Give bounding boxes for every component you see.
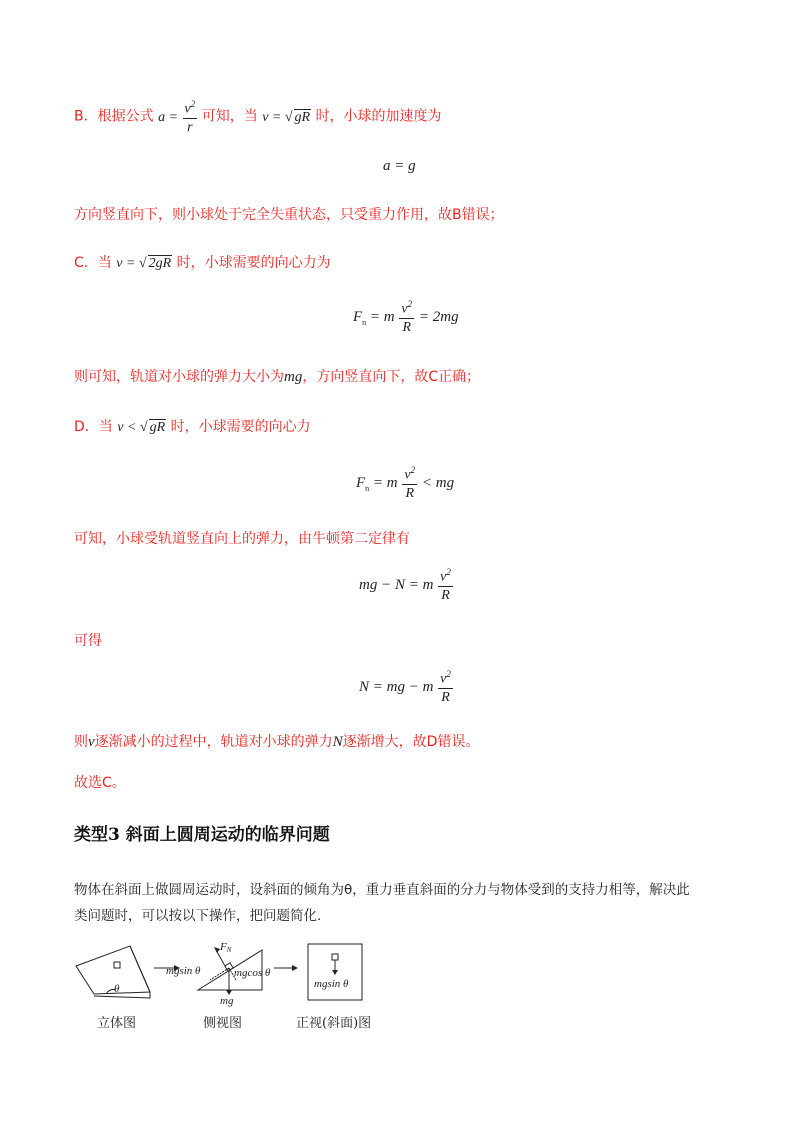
block-front [332,954,338,960]
formula-num: v [184,101,191,117]
option-d-line [74,416,311,436]
option-c-line2-b: ，方向竖直向下，故C正确； [302,369,481,385]
equation-newton [359,568,454,603]
caption-3d: 立体图 [97,1016,137,1031]
mgcos-label: mgcos θ [234,967,271,979]
eq-d2-den: R [441,587,450,603]
option-c-prefix: C．当 [74,255,112,271]
eq-c-num: v [401,301,408,317]
eq-d2-left: mg − N = m [359,576,434,593]
condition-b-v: v = [262,109,282,125]
condition-b-radicand: gR [294,109,311,125]
arrow-right-2 [274,965,298,971]
fn-label-sub: N [226,946,232,954]
option-d-line3: 可得 [74,633,102,649]
section-heading: 类型3 斜面上圆周运动的临界问题 [74,825,330,845]
condition-c-v: v = [116,256,136,271]
fn-label-f: F [220,941,227,953]
figure-side-view [166,941,271,1007]
equation-fn-c [353,300,459,335]
formula-a-lhs: a = [158,109,179,125]
eq-d1-frac: $\frac{v^2}{R}$ [404,465,416,501]
theta-label-3d: θ [114,983,120,995]
fn-label [219,941,232,954]
equation-fn-d [356,466,454,501]
option-b-line2: 方向竖直向下，则小球处于完全失重状态，只受重力作用，故B错误； [74,207,504,223]
mgsin-front-label: mgsin θ [314,978,349,990]
eq-d1-sub: n [365,483,370,493]
option-b-prefix: B．根据公式 [74,108,154,125]
equation-n [359,670,454,705]
incline-diagram [70,940,370,1010]
option-d-v: v [88,734,95,750]
eq-d2-frac: $\frac{v^2}{R}$ [440,567,451,603]
block-3d [114,962,120,968]
condition-c-radicand: 2gR [148,256,172,271]
option-d-line4-a: 则 [74,734,88,750]
formula-a [158,99,202,135]
mgsin-label: mgsin θ [166,965,201,977]
eq-d1-f: F [356,474,366,491]
eq-d2-num: v [440,569,447,585]
eq-d1-right: < mg [421,474,455,491]
eq-d3-frac: $\frac{v^2}{R}$ [440,669,451,705]
eq-d1-num: v [404,467,411,483]
mg-label: mg [220,995,234,1007]
eq-c-sub: n [362,317,367,327]
option-b-line [74,100,442,135]
caption-front: 正视(斜面)图 [296,1016,372,1031]
option-c-mg: mg [284,369,303,385]
caption-side: 侧视图 [203,1016,243,1031]
option-b-mid: 可知，当 [201,108,258,125]
condition-c: v = √ 2gR [116,256,172,271]
option-d-line4-b: 逐渐减小的过程中，轨道对小球的弹力 [94,734,333,750]
option-d-line4 [74,731,479,751]
condition-b: v = √ gR [262,109,311,125]
formula-fraction: $\frac{v^2}{r}$ [184,99,196,135]
option-c-line2 [74,366,480,386]
section-para-line1: 物体在斜面上做圆周运动时，设斜面的倾角为θ，重力垂直斜面的分力与物体受到的支持力相等，解决此 [74,882,690,898]
option-c-suffix: 时，小球需要的向心力为 [176,255,331,271]
option-b-suffix: 时，小球的加速度为 [315,108,442,125]
option-c-line2-a: 则可知，轨道对小球的弹力大小为 [74,369,284,385]
condition-d: v < √ gR [117,420,166,435]
eq-d1-den: R [405,485,415,501]
option-d-line2: 可知，小球受轨道竖直向上的弹力，由牛顿第二定律有 [74,531,410,547]
eq-d3-left: N = mg − m [359,678,434,695]
eq-c-den: R [402,319,412,335]
formula-den: r [187,119,193,135]
section-para-line2: 类问题时，可以按以下操作，把问题简化. [74,908,322,924]
option-d-suffix: 时，小球需要的向心力 [170,419,311,435]
equation-a-eq-g: a = g [383,158,416,174]
answer-line: 故选C。 [74,775,126,791]
option-c-line [74,252,331,272]
eq-d3-num: v [440,671,447,687]
eq-c-frac: $\frac{v^2}{R}$ [401,299,413,335]
eq-c-f: F [353,308,363,325]
condition-d-radicand: gR [149,420,166,435]
condition-d-v: v < [117,420,137,435]
eq-d1-mid: = m [372,474,398,491]
option-d-prefix: D．当 [74,419,113,435]
eq-c-mid: = m [369,308,395,325]
figure-front-view [308,944,362,1000]
option-d-N: N [332,734,343,750]
figure-3d-view [76,946,150,998]
eq-c-right: = 2mg [418,308,459,325]
eq-d3-den: R [441,689,450,705]
option-d-line4-c: 逐渐增大，故D错误。 [342,734,480,750]
